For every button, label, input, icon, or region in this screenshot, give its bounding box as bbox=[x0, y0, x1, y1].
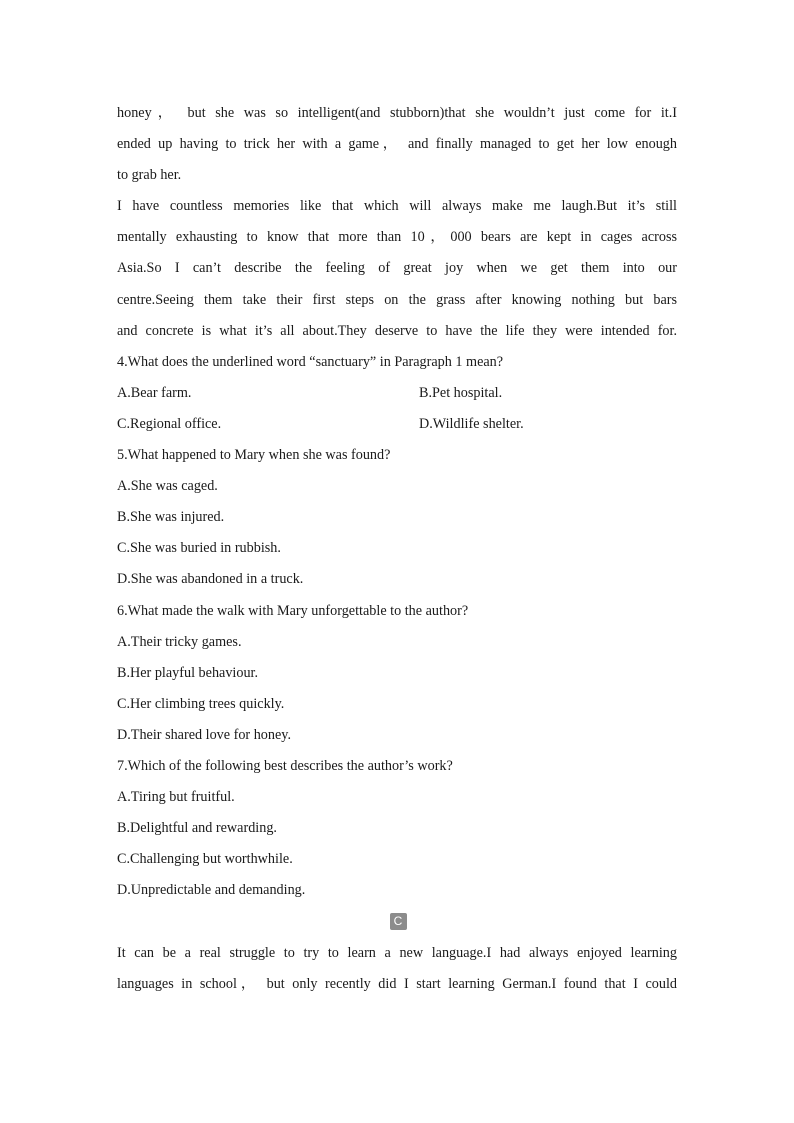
passage-line: and concrete is what it’s all about.They deserve to have the life they were intended for. bbox=[117, 322, 677, 339]
question-stem: 5.What happened to Mary when she was found? bbox=[117, 447, 391, 464]
option-b: B.Her playful behaviour. bbox=[117, 664, 259, 681]
question-4 bbox=[117, 347, 677, 440]
option-row bbox=[117, 409, 677, 440]
option-a: A.Bear farm. bbox=[117, 384, 192, 401]
option-c: C.Her climbing trees quickly. bbox=[117, 695, 285, 712]
passage-line: to grab her. bbox=[117, 167, 182, 184]
passage-b bbox=[117, 98, 677, 347]
passage-line: languages in school， but only recently did I start learning German.I found that I could bbox=[117, 975, 677, 992]
option-a: A.Their tricky games. bbox=[117, 633, 242, 650]
passage-line: It can be a real struggle to try to learn a new language.I had always enjoyed learning bbox=[117, 944, 677, 961]
question-stem: 7.Which of the following best describes the author’s work? bbox=[117, 757, 453, 774]
question-6 bbox=[117, 596, 677, 751]
passage-line: Asia.So I can’t describe the feeling of great joy when we get them into our bbox=[117, 260, 677, 277]
passage-c bbox=[117, 938, 677, 1000]
question-stem: 6.What made the walk with Mary unforgettable to the author? bbox=[117, 602, 469, 619]
passage-line: I have countless memories like that which will always make me laugh.But it’s still bbox=[117, 198, 677, 215]
option-d: D.She was abandoned in a truck. bbox=[117, 571, 304, 588]
option-c: C.Challenging but worthwhile. bbox=[117, 851, 293, 868]
option-a: A.She was caged. bbox=[117, 478, 218, 495]
passage-line: centre.Seeing them take their first steps on the grass after knowing nothing but bars bbox=[117, 291, 677, 308]
question-5 bbox=[117, 440, 677, 595]
option-c: C.Regional office. bbox=[117, 415, 222, 432]
option-row bbox=[117, 378, 677, 409]
option-b: B.Delightful and rewarding. bbox=[117, 820, 277, 837]
option-a: A.Tiring but fruitful. bbox=[117, 789, 235, 806]
option-d: D.Their shared love for honey. bbox=[117, 726, 291, 743]
passage-line: ended up having to trick her with a game， and finally managed to get her low enough bbox=[117, 136, 677, 153]
option-c: C.She was buried in rubbish. bbox=[117, 540, 281, 557]
section-c-badge: C bbox=[390, 913, 407, 930]
option-d: D.Unpredictable and demanding. bbox=[117, 882, 306, 899]
question-stem: 4.What does the underlined word “sanctuary” in Paragraph 1 mean? bbox=[117, 353, 504, 370]
question-7 bbox=[117, 751, 677, 906]
option-b: B.She was injured. bbox=[117, 509, 225, 526]
option-b: B.Pet hospital. bbox=[419, 384, 503, 401]
section-heading bbox=[117, 906, 677, 937]
passage-line: mentally exhausting to know that more than 10，000 bears are kept in cages across bbox=[117, 229, 677, 246]
document-page bbox=[117, 98, 677, 1000]
option-d: D.Wildlife shelter. bbox=[419, 415, 524, 432]
passage-line: honey， but she was so intelligent(and stubborn)that she wouldn’t just come for it.I bbox=[117, 105, 677, 121]
